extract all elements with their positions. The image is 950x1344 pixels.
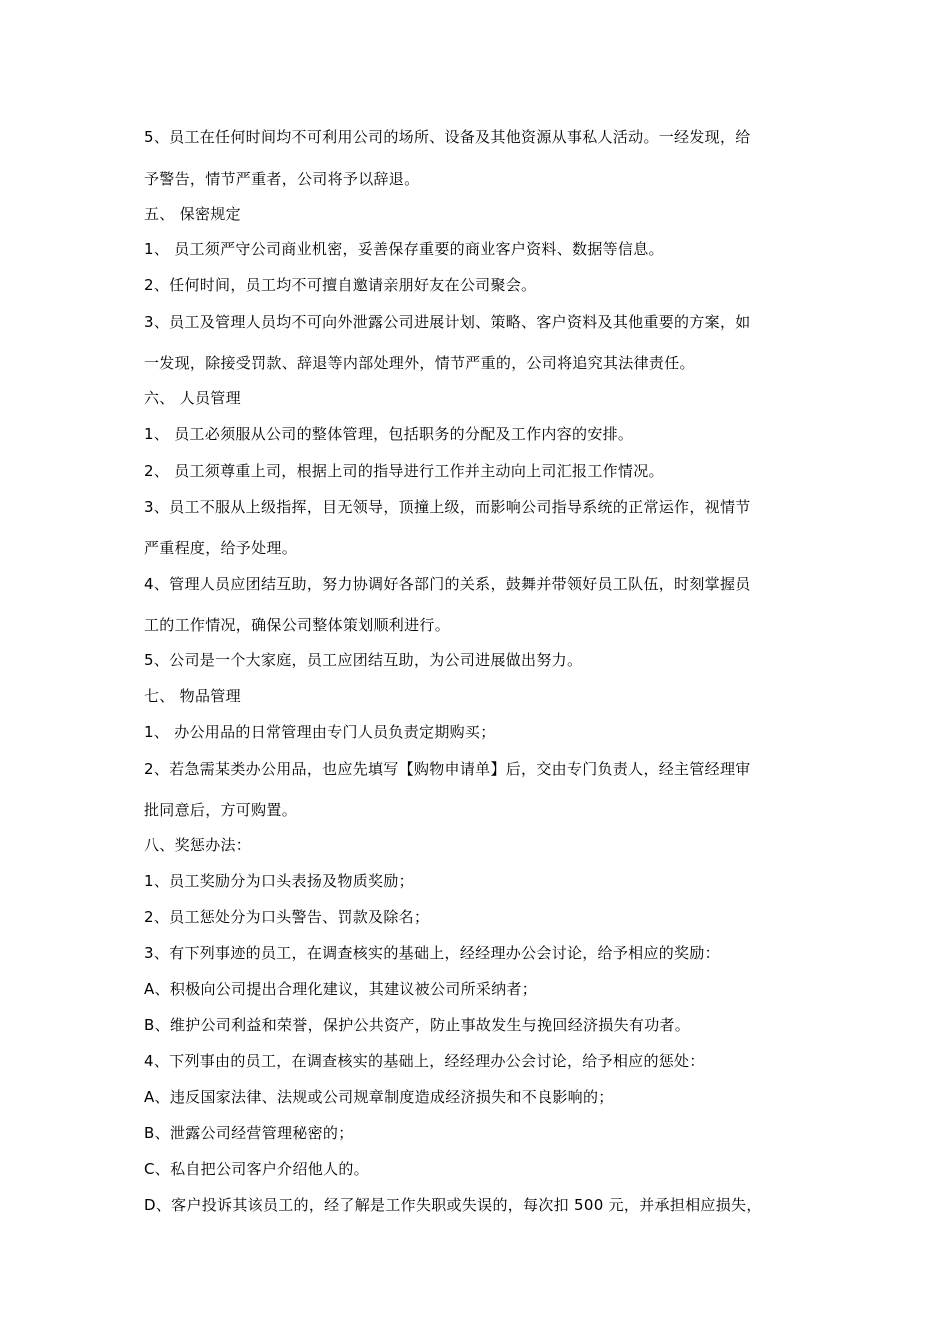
- text-line: 2、员工惩处分为口头警告、罚款及除名；: [144, 908, 430, 926]
- section-heading: 五、 保密规定: [144, 205, 241, 223]
- text-line: 1、 办公用品的日常管理由专门人员负责定期购买；: [144, 723, 496, 741]
- text-line: B、维护公司利益和荣誉，保护公共资产，防止事故发生与挽回经济损失有功者。: [144, 1016, 691, 1034]
- text-line: 一发现，除接受罚款、辞退等内部处理外，情节严重的，公司将追究其法律责任。: [144, 354, 695, 372]
- text-line: 4、下列事由的员工，在调查核实的基础上，经经理办公会讨论，给予相应的惩处：: [144, 1052, 705, 1070]
- text-line: D、客户投诉其该员工的，经了解是工作失职或失误的，每次扣 500 元，并承担相应损失，: [144, 1196, 762, 1214]
- section-heading: 七、 物品管理: [144, 687, 241, 705]
- text-line: 批同意后，方可购置。: [144, 801, 298, 819]
- text-line: 工的工作情况，确保公司整体策划顺利进行。: [144, 616, 451, 634]
- text-line: 1、 员工必须服从公司的整体管理，包括职务的分配及工作内容的安排。: [144, 425, 634, 443]
- text-line: 2、 员工须尊重上司，根据上司的指导进行工作并主动向上司汇报工作情况。: [144, 462, 664, 480]
- text-line: 5、员工在任何时间均不可利用公司的场所、设备及其他资源从事私人活动。一经发现，给: [144, 128, 751, 146]
- text-line: 5、公司是一个大家庭，员工应团结互助，为公司进展做出努力。: [144, 651, 583, 669]
- text-line: 1、 员工须严守公司商业机密，妥善保存重要的商业客户资料、数据等信息。: [144, 240, 664, 258]
- text-line: 2、若急需某类办公用品，也应先填写【购物申请单】后，交由专门负责人，经主管经理审: [144, 760, 751, 778]
- text-line: A、积极向公司提出合理化建议，其建议被公司所采纳者；: [144, 980, 538, 998]
- text-line: B、泄露公司经营管理秘密的；: [144, 1124, 354, 1142]
- text-line: 3、有下列事迹的员工，在调查核实的基础上，经经理办公会讨论，给予相应的奖励：: [144, 944, 720, 962]
- section-heading: 六、 人员管理: [144, 389, 241, 407]
- text-line: 严重程度，给予处理。: [144, 539, 298, 557]
- text-line: 予警告，情节严重者，公司将予以辞退。: [144, 170, 420, 188]
- text-line: 3、员工及管理人员均不可向外泄露公司进展计划、策略、客户资料及其他重要的方案，如: [144, 313, 751, 331]
- text-line: 2、任何时间，员工均不可擅自邀请亲朋好友在公司聚会。: [144, 276, 537, 294]
- text-line: 1、员工奖励分为口头表扬及物质奖励；: [144, 872, 414, 890]
- text-line: 3、员工不服从上级指挥，目无领导，顶撞上级，而影响公司指导系统的正常运作，视情节: [144, 498, 751, 516]
- text-line: C、私自把公司客户介绍他人的。: [144, 1160, 369, 1178]
- text-line: 4、管理人员应团结互助，努力协调好各部门的关系，鼓舞并带领好员工队伍，时刻掌握员: [144, 575, 751, 593]
- section-heading: 八、奖惩办法：: [144, 836, 252, 854]
- text-line: A、违反国家法律、法规或公司规章制度造成经济损失和不良影响的；: [144, 1088, 614, 1106]
